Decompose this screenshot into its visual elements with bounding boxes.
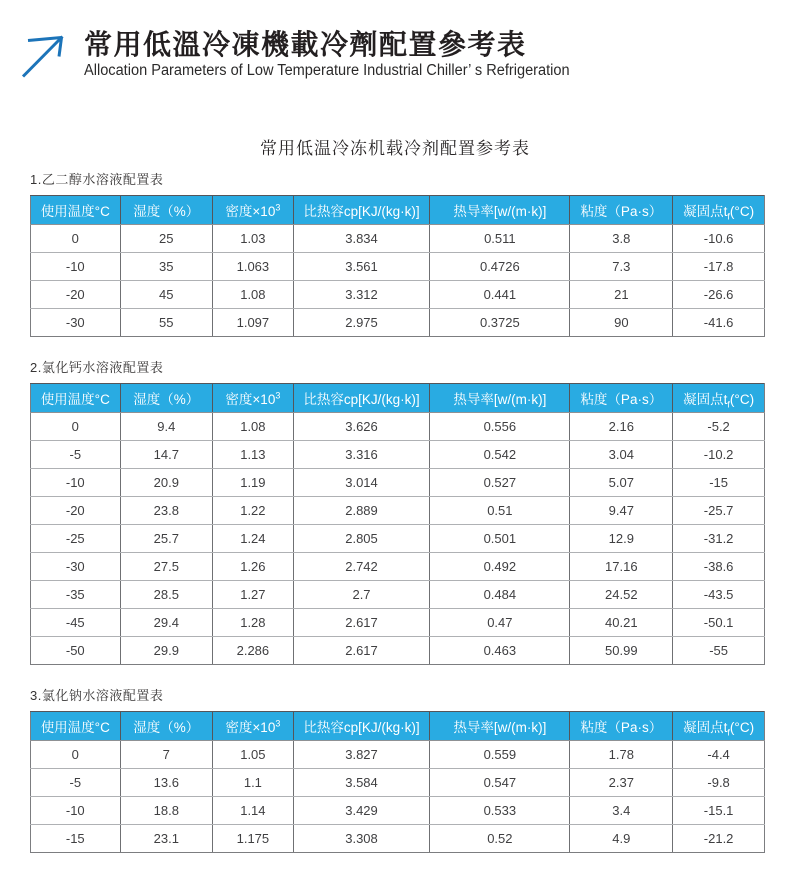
data-cell: -50.1 bbox=[673, 609, 765, 637]
data-cell: 2.805 bbox=[293, 525, 430, 553]
data-cell: -10.6 bbox=[673, 225, 765, 253]
table-row bbox=[31, 741, 765, 769]
data-cell: 0.533 bbox=[430, 797, 570, 825]
document-title: 常用低温冷冻机载冷剂配置参考表 bbox=[260, 139, 530, 158]
data-cell: 25 bbox=[120, 225, 212, 253]
data-cell: 3.626 bbox=[293, 413, 430, 441]
table-row bbox=[31, 609, 765, 637]
data-cell: 1.097 bbox=[213, 309, 294, 337]
data-cell: -43.5 bbox=[673, 581, 765, 609]
data-cell: -35 bbox=[31, 581, 121, 609]
data-cell: -25 bbox=[31, 525, 121, 553]
data-cell: 0.559 bbox=[430, 741, 570, 769]
column-header: 凝固点$t_f(^\circ C)$ bbox=[673, 712, 765, 741]
data-cell: 7.3 bbox=[570, 253, 673, 281]
data-cell: 0.463 bbox=[430, 637, 570, 665]
data-cell: 1.19 bbox=[213, 469, 294, 497]
data-cell: 3.04 bbox=[570, 441, 673, 469]
table-row bbox=[31, 281, 765, 309]
data-cell: 3.834 bbox=[293, 225, 430, 253]
data-cell: 7 bbox=[120, 741, 212, 769]
data-cell: 0.4726 bbox=[430, 253, 570, 281]
data-table bbox=[30, 195, 765, 337]
data-cell: 3.316 bbox=[293, 441, 430, 469]
data-cell: 28.5 bbox=[120, 581, 212, 609]
data-cell: 50.99 bbox=[570, 637, 673, 665]
data-cell: 1.24 bbox=[213, 525, 294, 553]
brand-subtitle: Allocation Parameters of Low Temperature Industrial Chiller’ s Refrigeration bbox=[84, 62, 570, 80]
table-row bbox=[31, 469, 765, 497]
column-header: 湿度（%） bbox=[120, 712, 212, 741]
data-cell: 0.3725 bbox=[430, 309, 570, 337]
data-cell: 3.561 bbox=[293, 253, 430, 281]
data-cell: -55 bbox=[673, 637, 765, 665]
data-cell: 20.9 bbox=[120, 469, 212, 497]
data-cell: -15.1 bbox=[673, 797, 765, 825]
table-row bbox=[31, 825, 765, 853]
data-cell: 0 bbox=[31, 741, 121, 769]
data-cell: 1.1 bbox=[213, 769, 294, 797]
data-cell: 0.501 bbox=[430, 525, 570, 553]
data-cell: 13.6 bbox=[120, 769, 212, 797]
data-cell: -5.2 bbox=[673, 413, 765, 441]
column-header: 比热容cp[KJ/(kg·k)] bbox=[293, 384, 430, 413]
data-cell: 0.527 bbox=[430, 469, 570, 497]
column-header: 使用温度°C bbox=[31, 712, 121, 741]
sections bbox=[30, 169, 765, 853]
data-cell: 1.08 bbox=[213, 281, 294, 309]
column-header: 凝固点$t_f(^\circ C)$ bbox=[673, 384, 765, 413]
data-cell: 2.16 bbox=[570, 413, 673, 441]
column-header: 使用温度°C bbox=[31, 384, 121, 413]
data-cell: 1.08 bbox=[213, 413, 294, 441]
data-cell: 1.28 bbox=[213, 609, 294, 637]
table-section bbox=[30, 169, 765, 337]
column-header: 热导率[w/(m·k)] bbox=[430, 384, 570, 413]
data-cell: 0.556 bbox=[430, 413, 570, 441]
column-header: 使用温度°C bbox=[31, 196, 121, 225]
data-cell: 12.9 bbox=[570, 525, 673, 553]
data-cell: 18.8 bbox=[120, 797, 212, 825]
data-cell: 9.47 bbox=[570, 497, 673, 525]
data-cell: 2.742 bbox=[293, 553, 430, 581]
column-header: 粘度（Pa·s） bbox=[570, 712, 673, 741]
data-cell: 1.14 bbox=[213, 797, 294, 825]
data-cell: 3.014 bbox=[293, 469, 430, 497]
data-cell: 1.03 bbox=[213, 225, 294, 253]
data-table bbox=[30, 711, 765, 853]
data-cell: 23.1 bbox=[120, 825, 212, 853]
data-cell: 45 bbox=[120, 281, 212, 309]
data-cell: 2.617 bbox=[293, 637, 430, 665]
data-cell: 35 bbox=[120, 253, 212, 281]
data-cell: 2.975 bbox=[293, 309, 430, 337]
table-row bbox=[31, 797, 765, 825]
data-cell: 3.429 bbox=[293, 797, 430, 825]
data-cell: 0 bbox=[31, 225, 121, 253]
data-cell: 0.492 bbox=[430, 553, 570, 581]
table-row bbox=[31, 413, 765, 441]
table-row bbox=[31, 441, 765, 469]
data-cell: -10.2 bbox=[673, 441, 765, 469]
section-label: 3.氯化钠水溶液配置表 bbox=[30, 688, 164, 703]
data-cell: 3.584 bbox=[293, 769, 430, 797]
page-header bbox=[0, 0, 790, 84]
data-cell: 4.9 bbox=[570, 825, 673, 853]
data-cell: 1.063 bbox=[213, 253, 294, 281]
column-header: 湿度（%） bbox=[120, 384, 212, 413]
data-cell: 0.547 bbox=[430, 769, 570, 797]
data-cell: 0.47 bbox=[430, 609, 570, 637]
data-cell: -26.6 bbox=[673, 281, 765, 309]
data-cell: 27.5 bbox=[120, 553, 212, 581]
data-cell: 0.52 bbox=[430, 825, 570, 853]
data-cell: -31.2 bbox=[673, 525, 765, 553]
data-cell: 1.27 bbox=[213, 581, 294, 609]
data-cell: 40.21 bbox=[570, 609, 673, 637]
header-row bbox=[31, 196, 765, 225]
data-cell: 1.05 bbox=[213, 741, 294, 769]
data-cell: 3.827 bbox=[293, 741, 430, 769]
column-header: 湿度（%） bbox=[120, 196, 212, 225]
section-label: 2.氯化钙水溶液配置表 bbox=[30, 360, 164, 375]
data-cell: 1.78 bbox=[570, 741, 673, 769]
data-cell: -5 bbox=[31, 441, 121, 469]
data-cell: -9.8 bbox=[673, 769, 765, 797]
data-cell: -30 bbox=[31, 553, 121, 581]
table-row bbox=[31, 225, 765, 253]
column-header: 热导率[w/(m·k)] bbox=[430, 712, 570, 741]
data-cell: 1.13 bbox=[213, 441, 294, 469]
data-cell: 2.286 bbox=[213, 637, 294, 665]
data-cell: 3.312 bbox=[293, 281, 430, 309]
data-cell: 14.7 bbox=[120, 441, 212, 469]
column-header: 粘度（Pa·s） bbox=[570, 196, 673, 225]
data-cell: -10 bbox=[31, 469, 121, 497]
data-cell: -15 bbox=[31, 825, 121, 853]
column-header: 凝固点$t_f(^\circ C)$ bbox=[673, 196, 765, 225]
header-row bbox=[31, 712, 765, 741]
column-header: 粘度（Pa·s） bbox=[570, 384, 673, 413]
data-cell: 25.7 bbox=[120, 525, 212, 553]
data-cell: 29.9 bbox=[120, 637, 212, 665]
data-cell: 0 bbox=[31, 413, 121, 441]
data-cell: -45 bbox=[31, 609, 121, 637]
column-header: 密度$\times 10^3$ bbox=[213, 196, 294, 225]
data-cell: 90 bbox=[570, 309, 673, 337]
data-cell: -20 bbox=[31, 281, 121, 309]
data-cell: -50 bbox=[31, 637, 121, 665]
data-cell: -30 bbox=[31, 309, 121, 337]
table-section bbox=[30, 685, 765, 853]
arrow-up-right-icon bbox=[20, 33, 68, 84]
column-header: 密度$\times 10^3$ bbox=[213, 712, 294, 741]
data-cell: 24.52 bbox=[570, 581, 673, 609]
table-row bbox=[31, 553, 765, 581]
table-row bbox=[31, 497, 765, 525]
data-cell: 0.511 bbox=[430, 225, 570, 253]
data-cell: -5 bbox=[31, 769, 121, 797]
data-cell: 55 bbox=[120, 309, 212, 337]
column-header: 热导率[w/(m·k)] bbox=[430, 196, 570, 225]
data-cell: 5.07 bbox=[570, 469, 673, 497]
data-cell: 21 bbox=[570, 281, 673, 309]
data-cell: 17.16 bbox=[570, 553, 673, 581]
brand-text-block bbox=[84, 30, 601, 80]
data-cell: 0.484 bbox=[430, 581, 570, 609]
brand-title: 常用低溫冷凍機載冷劑配置參考表 bbox=[84, 29, 527, 60]
data-cell: 1.26 bbox=[213, 553, 294, 581]
data-cell: -41.6 bbox=[673, 309, 765, 337]
data-cell: 0.51 bbox=[430, 497, 570, 525]
table-row bbox=[31, 309, 765, 337]
header-row bbox=[31, 384, 765, 413]
column-header: 比热容cp[KJ/(kg·k)] bbox=[293, 712, 430, 741]
section-label: 1.乙二醇水溶液配置表 bbox=[30, 172, 164, 187]
table-row bbox=[31, 525, 765, 553]
data-cell: -17.8 bbox=[673, 253, 765, 281]
data-cell: -25.7 bbox=[673, 497, 765, 525]
table-row bbox=[31, 581, 765, 609]
table-row bbox=[31, 769, 765, 797]
data-cell: 2.37 bbox=[570, 769, 673, 797]
data-cell: 9.4 bbox=[120, 413, 212, 441]
data-cell: -38.6 bbox=[673, 553, 765, 581]
data-cell: 3.4 bbox=[570, 797, 673, 825]
column-header: 密度$\times 10^3$ bbox=[213, 384, 294, 413]
data-cell: -4.4 bbox=[673, 741, 765, 769]
data-cell: 1.175 bbox=[213, 825, 294, 853]
data-cell: 0.441 bbox=[430, 281, 570, 309]
table-section bbox=[30, 357, 765, 665]
data-cell: -21.2 bbox=[673, 825, 765, 853]
data-cell: 23.8 bbox=[120, 497, 212, 525]
data-cell: 1.22 bbox=[213, 497, 294, 525]
data-cell: -20 bbox=[31, 497, 121, 525]
data-cell: 3.8 bbox=[570, 225, 673, 253]
table-row bbox=[31, 253, 765, 281]
data-cell: 2.889 bbox=[293, 497, 430, 525]
data-cell: 0.542 bbox=[430, 441, 570, 469]
data-cell: 3.308 bbox=[293, 825, 430, 853]
data-cell: -10 bbox=[31, 797, 121, 825]
data-cell: 2.7 bbox=[293, 581, 430, 609]
data-cell: 2.617 bbox=[293, 609, 430, 637]
data-cell: 29.4 bbox=[120, 609, 212, 637]
data-cell: -15 bbox=[673, 469, 765, 497]
data-table bbox=[30, 383, 765, 665]
column-header: 比热容cp[KJ/(kg·k)] bbox=[293, 196, 430, 225]
data-cell: -10 bbox=[31, 253, 121, 281]
table-row bbox=[31, 637, 765, 665]
